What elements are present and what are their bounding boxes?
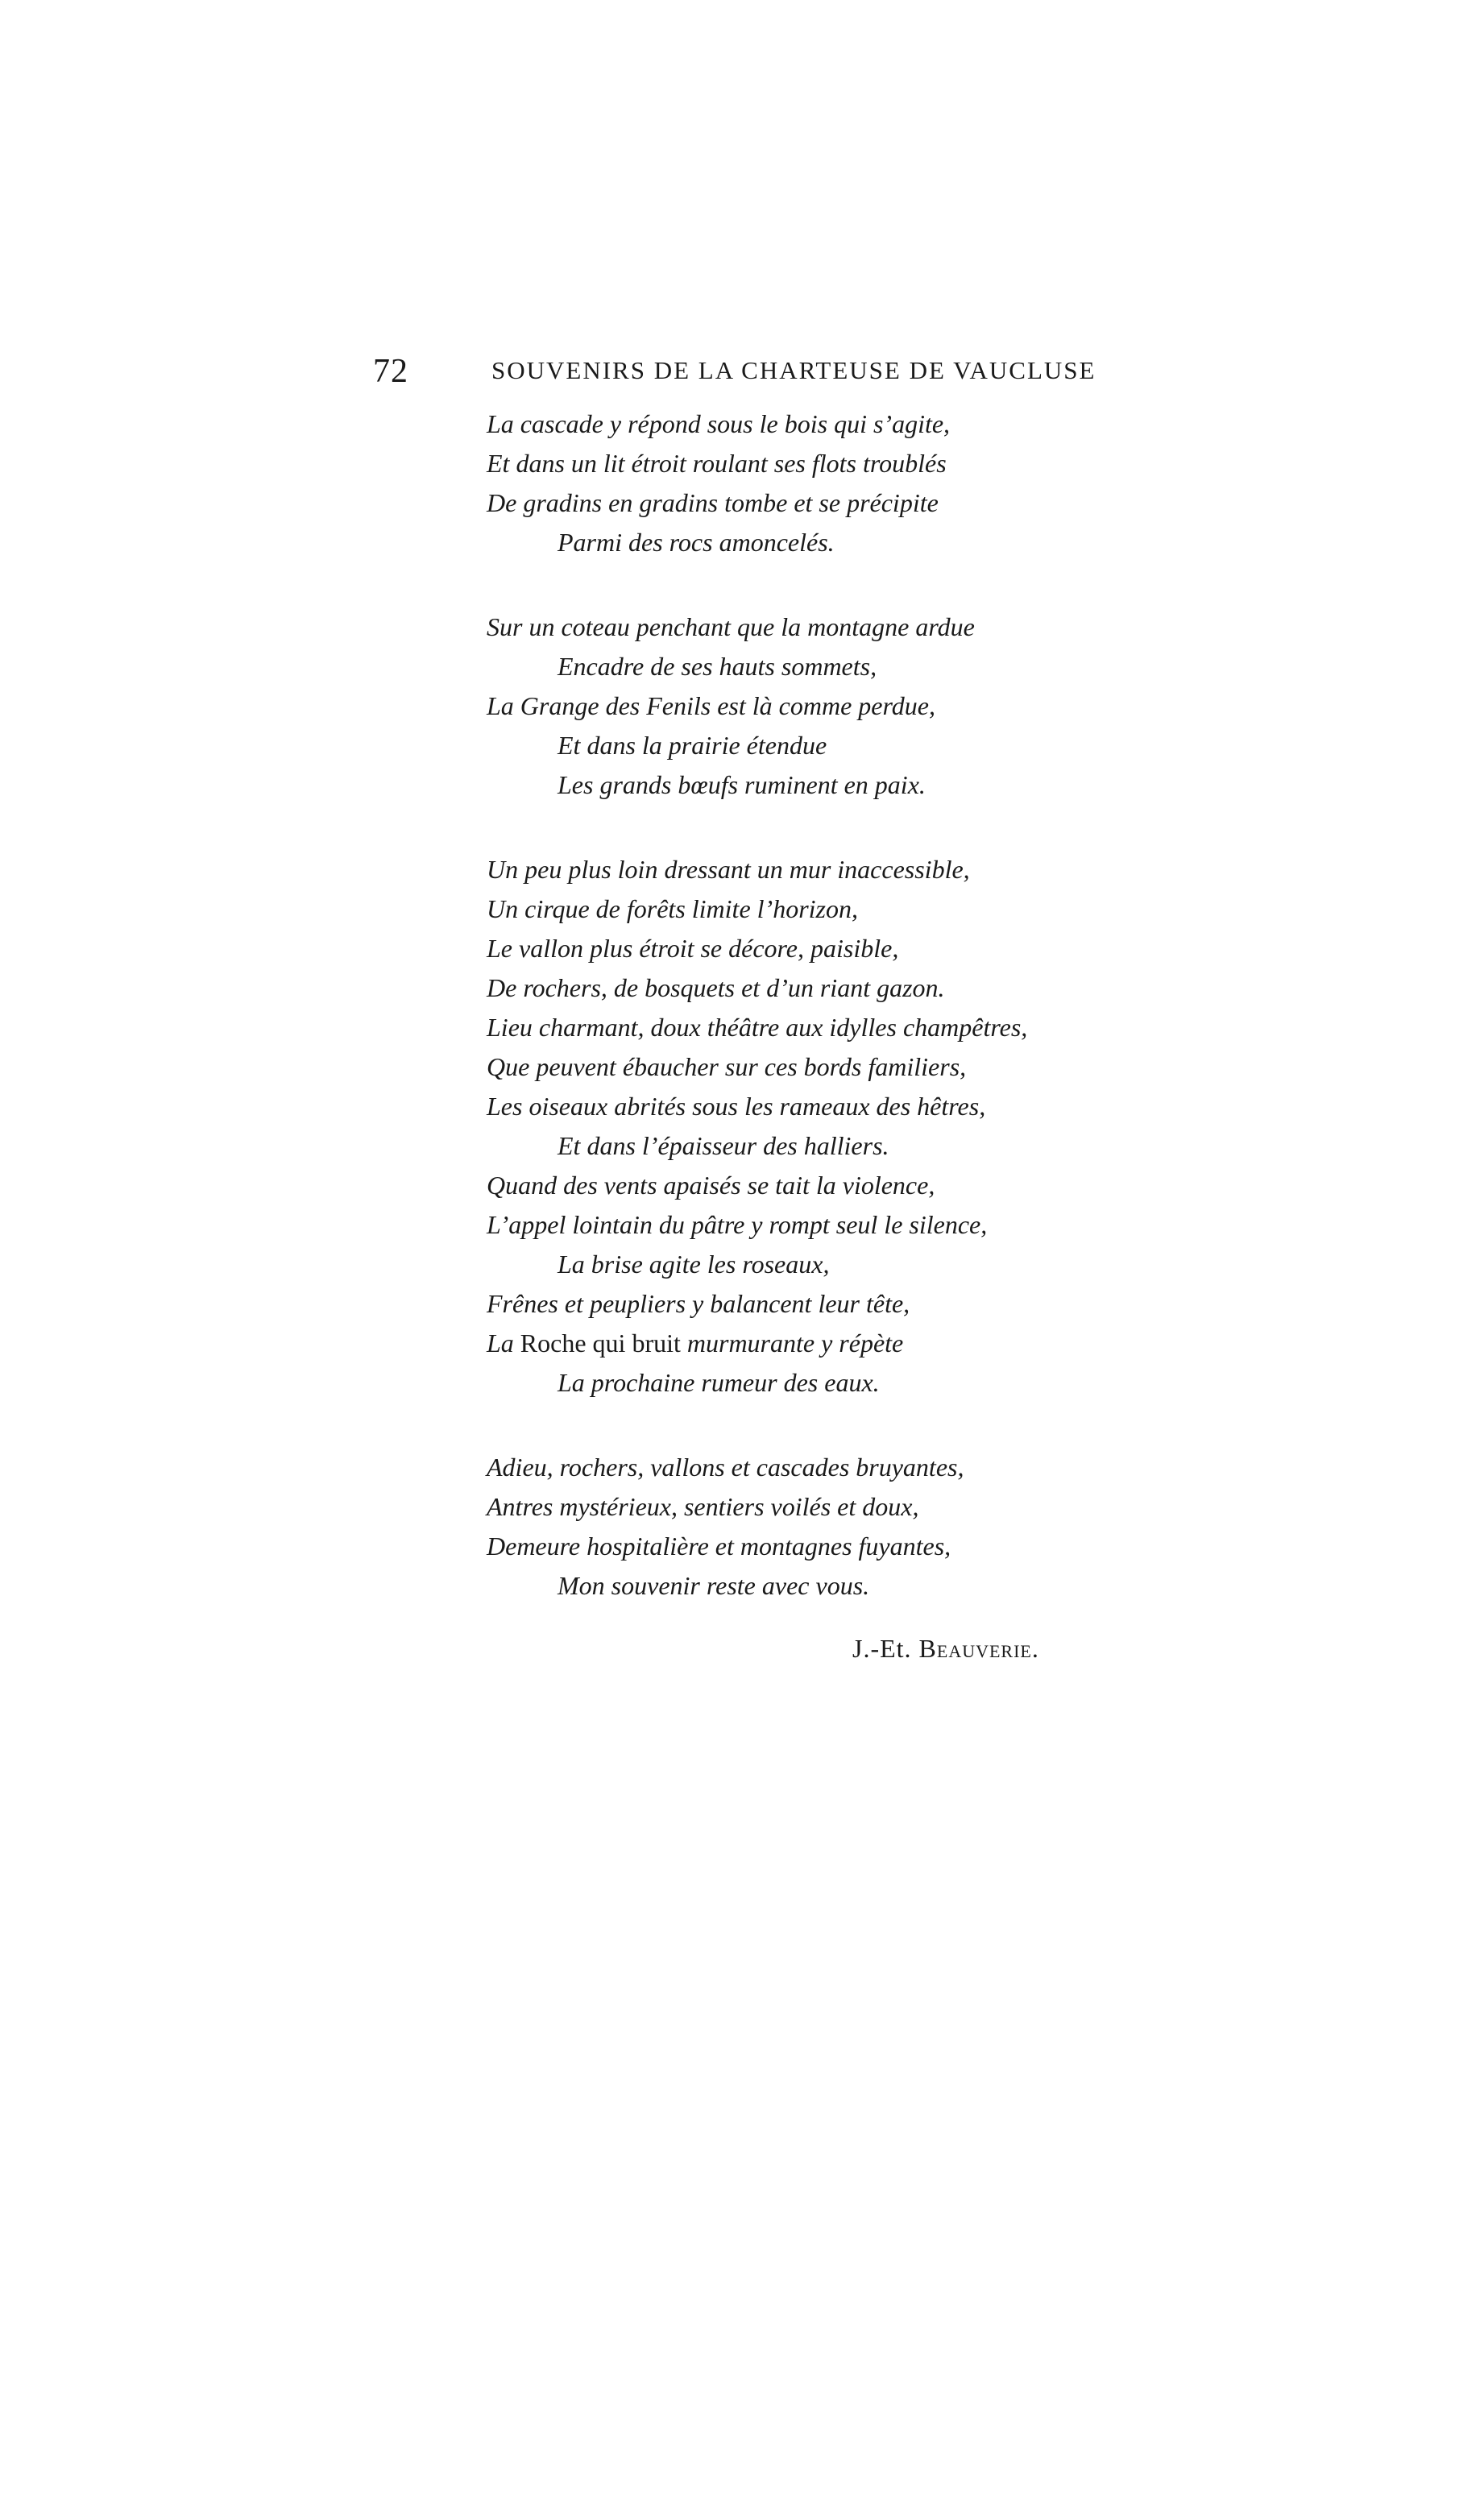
author-signature [852,1631,1039,1666]
verse-line: De rochers, de bosquets et d’un riant gazon. [487,973,945,1002]
stanza-4 [487,1448,1099,1606]
stanza-1 [487,404,1099,562]
stanza-2 [487,607,1099,805]
verse-line: Lieu charmant, doux théâtre aux idylles champêtres, [487,1013,1028,1042]
verse-fragment: murmurante y répète [686,1329,904,1358]
verse-line: Demeure hospitalière et montagnes fuyantes, [487,1532,951,1561]
verse-line: La brise agite les roseaux, [558,1250,830,1279]
verse-line: Un cirque de forêts limite l’horizon, [487,894,858,923]
verse-line: Quand des vents apaisés se tait la violence, [487,1171,935,1200]
verse-line: Encadre de ses hauts sommets, [558,652,877,681]
verse-line: Adieu, rochers, vallons et cascades bruyantes, [487,1453,964,1482]
verse-line: Un peu plus loin dressant un mur inaccessible, [487,855,970,884]
verse-line: Que peuvent ébaucher sur ces bords familiers, [487,1052,967,1081]
verse-line: Et dans la prairie étendue [558,731,827,760]
verse-line: Parmi des rocs amoncelés. [558,528,835,557]
verse-line: L’appel lointain du pâtre y rompt seul le silence, [487,1210,988,1239]
verse-line: Les grands bœufs ruminent en paix. [558,770,926,799]
verse-fragment: La [487,1329,514,1358]
verse-line: Le vallon plus étroit se décore, paisible, [487,934,899,963]
place-name: Roche qui bruit [520,1329,681,1358]
verse-line: La prochaine rumeur des eaux. [558,1368,880,1397]
verse-line: La cascade y répond sous le bois qui s’agite, [487,409,951,438]
author-initials: J.-Et. [852,1634,912,1663]
verse-line: De gradins en gradins tombe et se précipite [487,488,939,517]
verse-line: Frênes et peupliers y balancent leur tête, [487,1289,910,1318]
verse-line: La Grange des Fenils est là comme perdue, [487,691,935,720]
author-surname: Beauverie. [918,1634,1039,1663]
verse-line: Antres mystérieux, sentiers voilés et doux, [487,1492,919,1521]
poem [487,404,1099,1651]
verse-line: Sur un coteau penchant que la montagne ardue [487,612,975,641]
stanza-3 [487,850,1099,1403]
running-title: SOUVENIRS DE LA CHARTEUSE DE VAUCLUSE [491,356,1096,384]
verse-line-mixed [487,1324,1099,1363]
page-number: 72 [373,353,408,390]
verse-line: Mon souvenir reste avec vous. [558,1571,870,1600]
verse-line: Et dans un lit étroit roulant ses flots troublés [487,449,947,478]
verse-line: Et dans l’épaisseur des halliers. [558,1131,889,1160]
verse-line: Les oiseaux abrités sous les rameaux des hêtres, [487,1092,986,1121]
